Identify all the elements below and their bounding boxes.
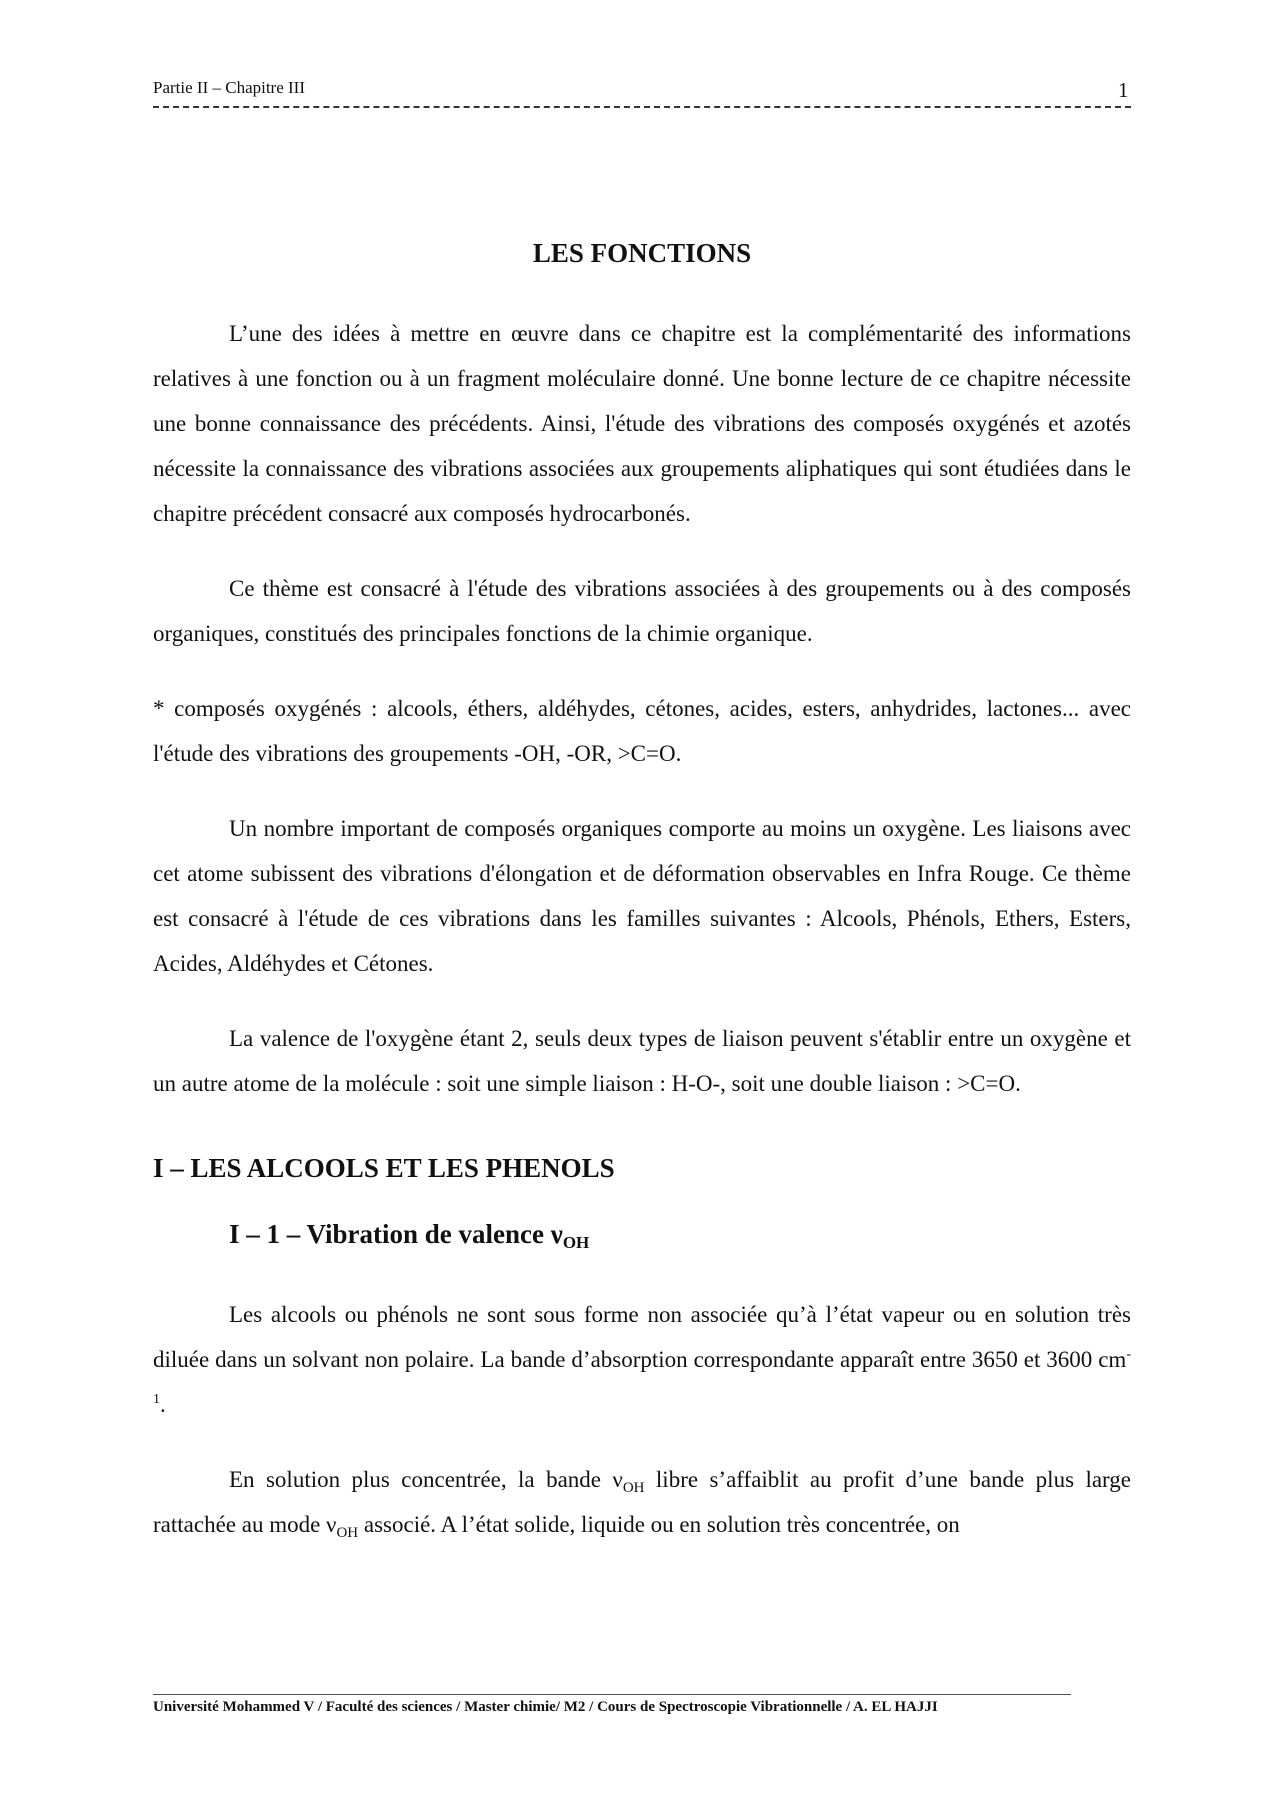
paragraph-free-oh bbox=[153, 1292, 1131, 1427]
subscript-oh-2: OH bbox=[336, 1525, 359, 1541]
page-number: 1 bbox=[1118, 78, 1129, 102]
paragraph-theme: Ce thème est consacré à l'étude des vibrations associées à des groupements ou à des composés organiques, constitués des principales fonctions de la chimie organique. bbox=[153, 576, 1131, 646]
document-body bbox=[153, 311, 1131, 1577]
paragraph-associated-oh-a: En solution plus concentrée, la bande ν bbox=[229, 1467, 623, 1492]
paragraph-intro: L’une des idées à mettre en œuvre dans ce chapitre est la complémentarité des informations relatives à une fonction ou à un fragment moléculaire donné. Une bonne lecture de ce chapitre nécessite une bonne connaissance des précédents. Ainsi, l'étude des vibrations des composés oxygénés et azotés nécessite la connaissance des vibrations associées aux groupements aliphatiques qui sont étudiées dans le chapitre précédent consacré aux composés hydrocarbonés. bbox=[153, 321, 1131, 526]
paragraph-associated-oh-c: associé. A l’état solide, liquide ou en solution très concentrée, on bbox=[358, 1512, 960, 1537]
paragraph-associated-oh-b: libre s’affaiblit au profit d’une bande plus large rattachée au mode ν bbox=[153, 1467, 1131, 1537]
page-footer: Université Mohammed V / Faculté des sciences / Master chimie/ M2 / Cours de Spectroscopie Vibrationnelle / A. EL HAJJI bbox=[153, 1699, 938, 1715]
paragraph-associated-oh bbox=[153, 1457, 1131, 1547]
paragraph-oxygen-importance: Un nombre important de composés organiques comporte au moins un oxygène. Les liaisons avec cet atome subissent des vibrations d'élongation et de déformation observables en Infra Rouge. Ce thème est consacré à l'étude de ces vibrations dans les familles suivantes : Alcools, Phénols, Ethers, Esters, Acides, Aldéhydes et Cétones. bbox=[153, 816, 1131, 976]
subsection-heading-valence bbox=[229, 1214, 1131, 1254]
subsection-heading-text: I – 1 – Vibration de valence ν bbox=[229, 1219, 563, 1249]
paragraph-oxygen-compounds: * composés oxygénés : alcools, éthers, aldéhydes, cétones, acides, esters, anhydrides, lactones... avec l'étude des vibrations des groupements -OH, -OR, >C=O. bbox=[153, 696, 1131, 766]
paragraph-valence: La valence de l'oxygène étant 2, seuls deux types de liaison peuvent s'établir entre un oxygène et un autre atome de la molécule : soit une simple liaison : H-O-, soit une double liaison : >C=O. bbox=[153, 1026, 1131, 1096]
subscript-oh: OH bbox=[562, 1233, 590, 1252]
section-heading-alcools: I – LES ALCOOLS ET LES PHENOLS bbox=[153, 1153, 615, 1183]
paragraph-free-oh-text: Les alcools ou phénols ne sont sous forme non associée qu’à l’état vapeur ou en solution très diluée dans un solvant non polaire. La bande d’absorption correspondante apparaît entre 3650 et 3600 cm bbox=[153, 1302, 1131, 1372]
running-header: Partie II – Chapitre III bbox=[153, 78, 305, 97]
subscript-oh-1: OH bbox=[622, 1480, 645, 1496]
footer-divider bbox=[153, 1694, 1071, 1695]
superscript-unit: -1 bbox=[153, 1347, 1131, 1407]
document-title: LES FONCTIONS bbox=[532, 238, 752, 268]
header-divider bbox=[153, 106, 1131, 108]
paragraph-free-oh-end: . bbox=[160, 1392, 166, 1417]
